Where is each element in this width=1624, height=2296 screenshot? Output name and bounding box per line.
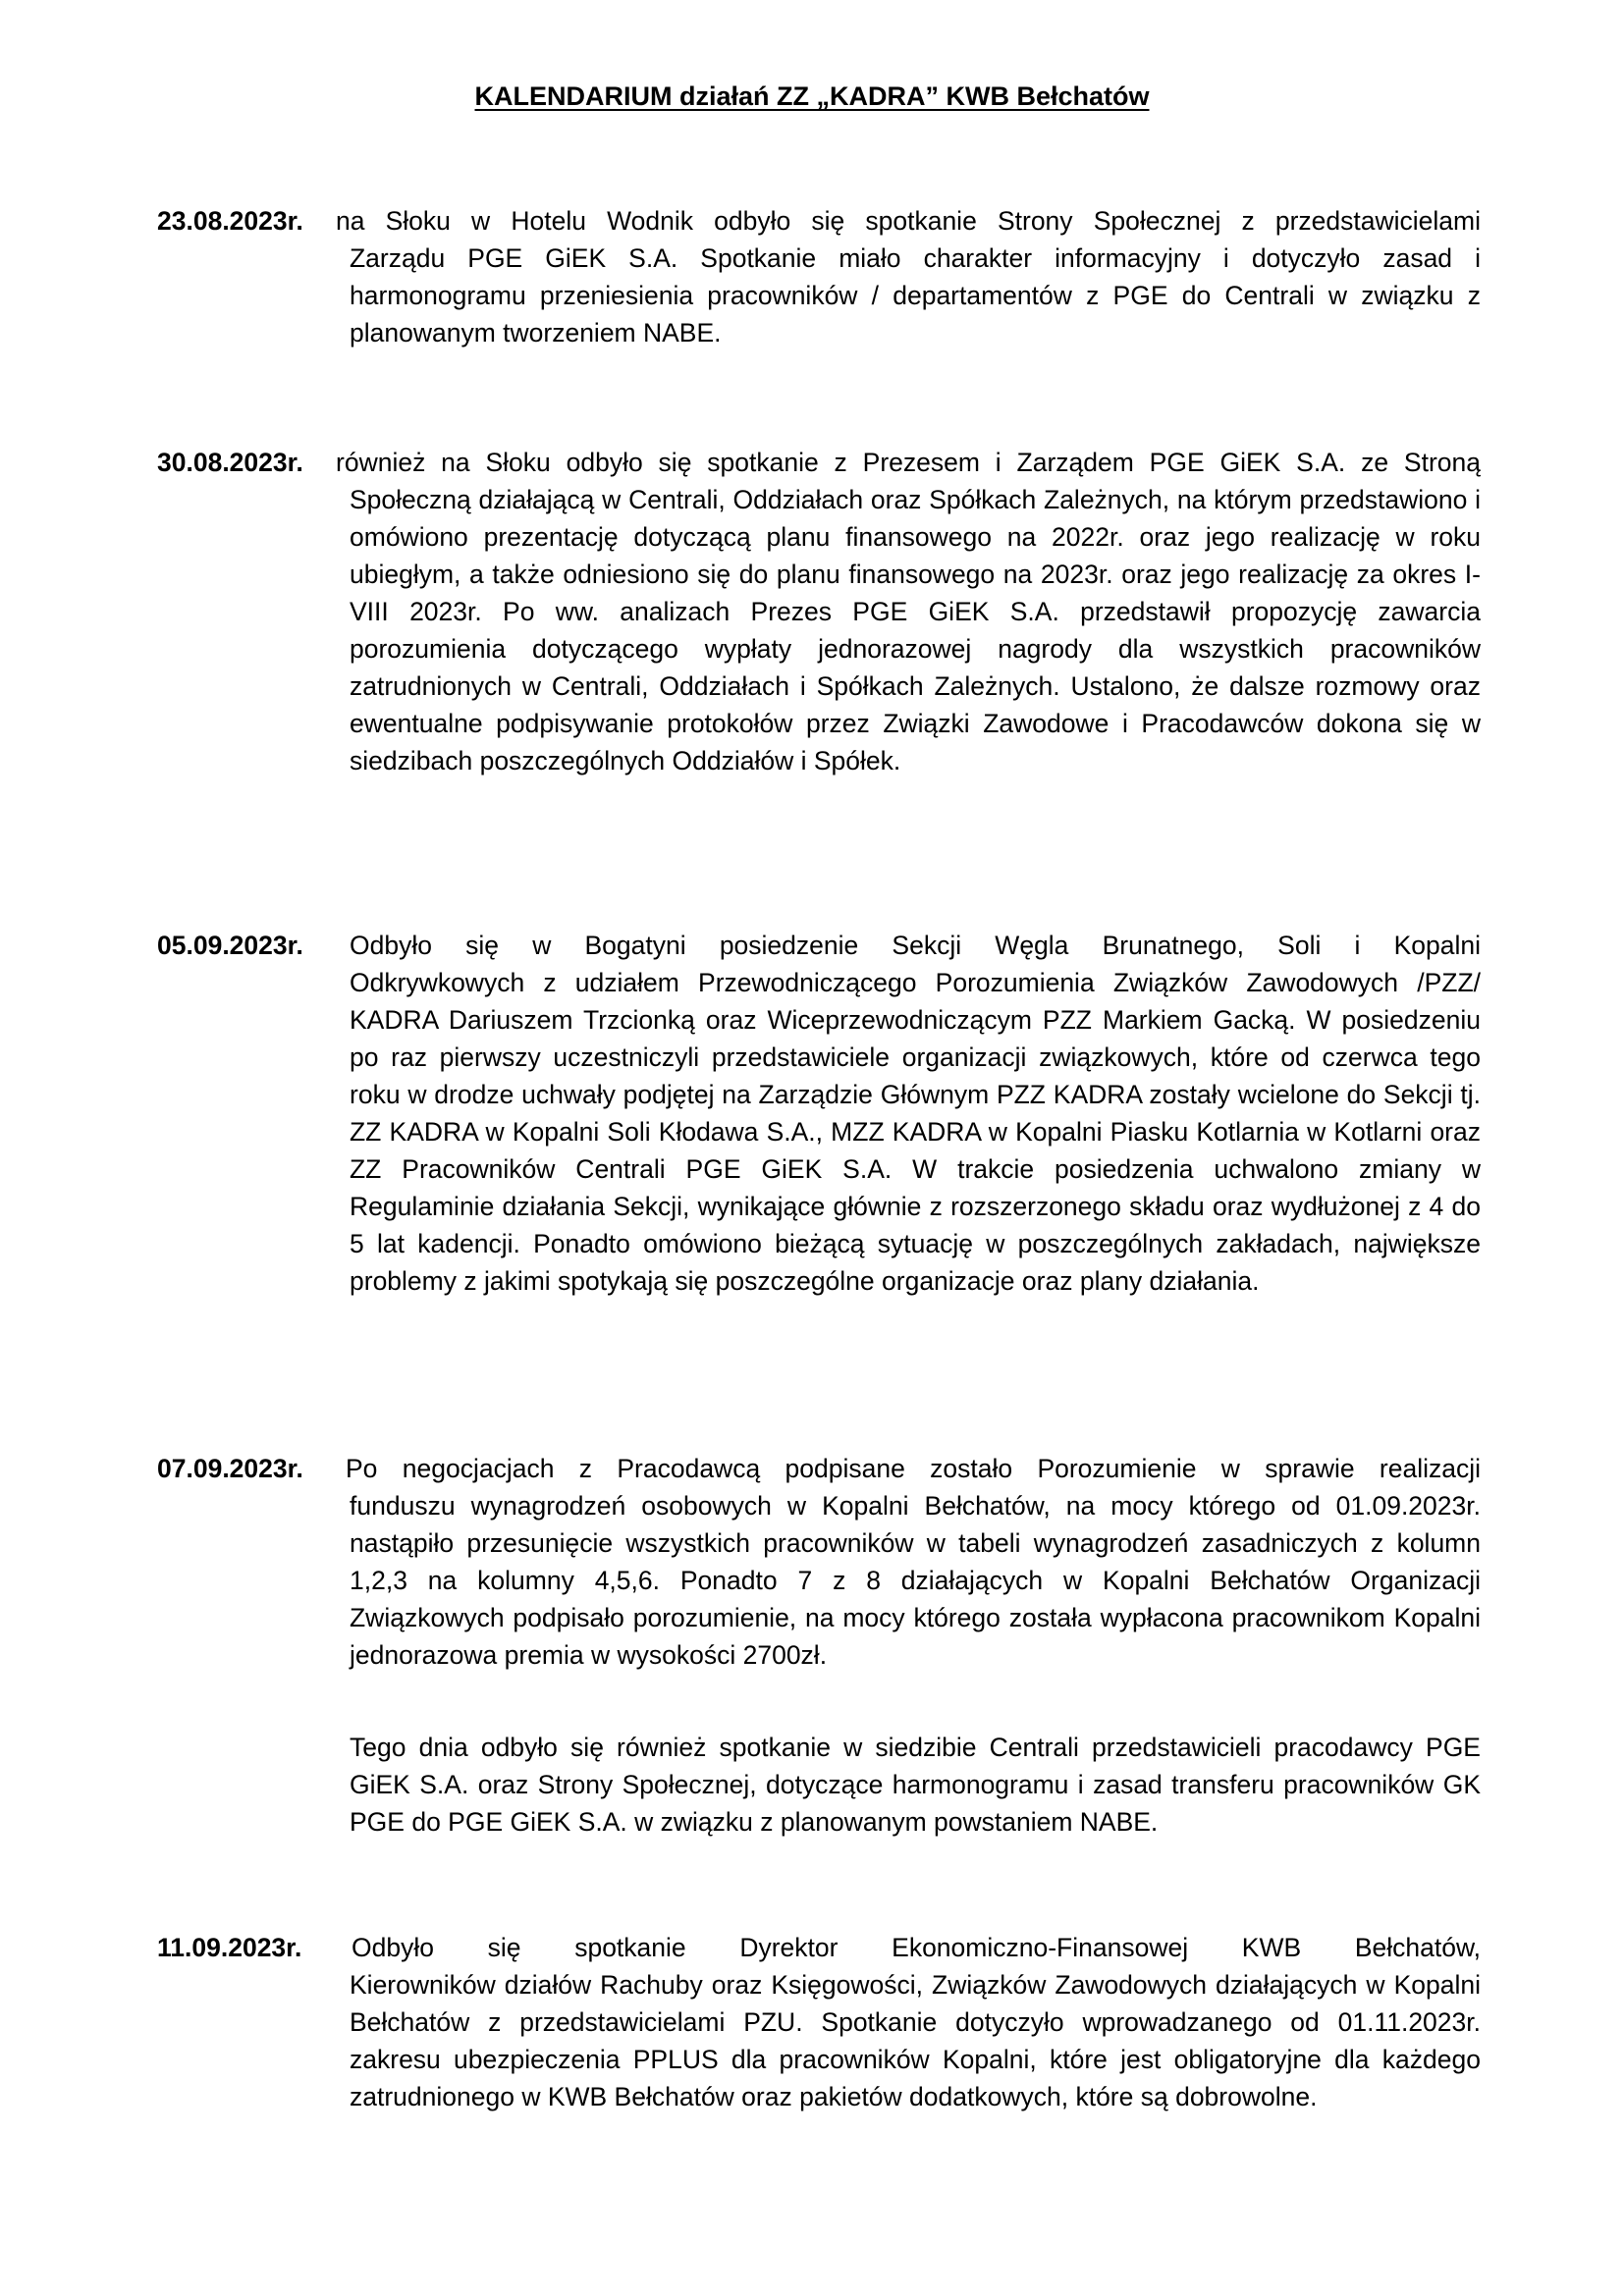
entry-date: 07.09.2023r.	[157, 1454, 303, 1483]
entry-first-line: Odbyło się w Bogatyni posiedzenie Sekcji Węgla Brunatnego, Soli i Kopalni	[350, 931, 1481, 960]
entry-text-paragraph: Tego dnia odbyło się również spotkanie w siedzibie Centrali przedstawicieli pracodawcy PGE GiEK S.A. oraz Strony Społecznej, dotyczące harmonogramu i zasad transferu pracowników GK PGE do PGE GiEK S.A. w związku z planowanym powstaniem NABE.	[350, 1733, 1481, 1837]
entry-first-line: Po negocjacjach z Pracodawcą podpisane zostało Porozumienie w sprawie realizacji	[346, 1454, 1481, 1483]
entry-text: Zarządu PGE GiEK S.A. Spotkanie miało charakter informacyjny i dotyczyło zasad i harmonogramu przeniesienia pracowników / departamentów z PGE do Centrali w związku z planowanym tworzeniem NABE.	[350, 243, 1481, 347]
page-title: KALENDARIUM działań ZZ „KADRA” KWB Bełchatów	[474, 81, 1150, 111]
entry-first-line: na Słoku w Hotelu Wodnik odbyło się spotkanie Strony Społecznej z przedstawicielami	[336, 206, 1481, 236]
entry-text: Kierowników działów Rachuby oraz Księgowości, Związków Zawodowych działających w Kopalni Bełchatów z przedstawicielami PZU. Spotkanie dotyczyło wprowadzanego od 01.11.2023r. zakresu ubezpieczenia PPLUS dla pracowników Kopalni, które jest obligatoryjne dla każdego zatrudnionego w KWB Bełchatów oraz pakietów dodatkowych, które są dobrowolne.	[350, 1970, 1481, 2111]
calendar-entry	[157, 1450, 1481, 1901]
entry-text: Społeczną działającą w Centrali, Oddziałach oraz Spółkach Zależnych, na którym przedstawiono i omówiono prezentację dotyczącą planu finansowego na 2022r. oraz jego realizację w roku ubiegłym, a także odniesiono się do planu finansowego na 2023r. oraz jego realizację za okres I-VIII 2023r. Po ww. analizach Prezes PGE GiEK S.A. przedstawił propozycję zawarcia porozumienia dotyczącego wypłaty jednorazowej nagrody dla wszystkich pracowników zatrudnionych w Centrali, Oddziałach i Spółkach Zależnych. Ustalono, że dalsze rozmowy oraz ewentualne podpisywanie protokołów przez Związki Zawodowe i Pracodawców dokona się w siedzibach poszczególnych Oddziałów i Spółek.	[350, 485, 1481, 775]
entry-date: 23.08.2023r.	[157, 206, 303, 236]
entry-text: funduszu wynagrodzeń osobowych w Kopalni Bełchatów, na mocy którego od 01.09.2023r. nastąpiło przesunięcie wszystkich pracowników w tabeli wynagrodzeń zasadniczych z kolumn 1,2,3 na kolumny 4,5,6. Ponadto 7 z 8 działających w Kopalni Bełchatów Organizacji Związkowych podpisało porozumienie, na mocy którego została wypłacona pracownikom Kopalni jednorazowa premia w wysokości 2700zł.	[350, 1491, 1481, 1670]
entry-date: 05.09.2023r.	[157, 931, 303, 960]
calendar-entry	[157, 202, 1481, 359]
entry-first-line: Odbyło się spotkanie Dyrektor Ekonomiczno-Finansowej KWB Bełchatów,	[352, 1933, 1481, 1962]
calendar-entry	[157, 927, 1481, 1378]
entry-date: 11.09.2023r.	[157, 1933, 302, 1962]
entry-first-line: również na Słoku odbyło się spotkanie z Prezesem i Zarządem PGE GiEK S.A. ze Stroną	[336, 448, 1481, 477]
calendar-entry	[157, 444, 1481, 856]
calendar-entry	[157, 1929, 1481, 2164]
entry-text: Odkrywkowych z udziałem Przewodniczącego Porozumienia Związków Zawodowych /PZZ/ KADRA Dariuszem Trzcionką oraz Wiceprzewodniczącym PZZ Markiem Gacką. W posiedzeniu po raz pierwszy uczestniczyli przedstawiciele organizacji związkowych, które od czerwca tego roku w drodze uchwały podjętej na Zarządzie Głównym PZZ KADRA zostały wcielone do Sekcji tj. ZZ KADRA w Kopalni Soli Kłodawa S.A., MZZ KADRA w Kopalni Piasku Kotlarnia w Kotlarni oraz ZZ Pracowników Centrali PGE GiEK S.A. W trakcie posiedzenia uchwalono zmiany w Regulaminie działania Sekcji, wynikające głównie z rozszerzonego składu oraz wydłużonej z 4 do 5 lat kadencji. Ponadto omówiono bieżącą sytuację w poszczególnych zakładach, największe problemy z jakimi spotykają się poszczególne organizacje oraz plany działania.	[350, 968, 1481, 1296]
entry-date: 30.08.2023r.	[157, 448, 303, 477]
